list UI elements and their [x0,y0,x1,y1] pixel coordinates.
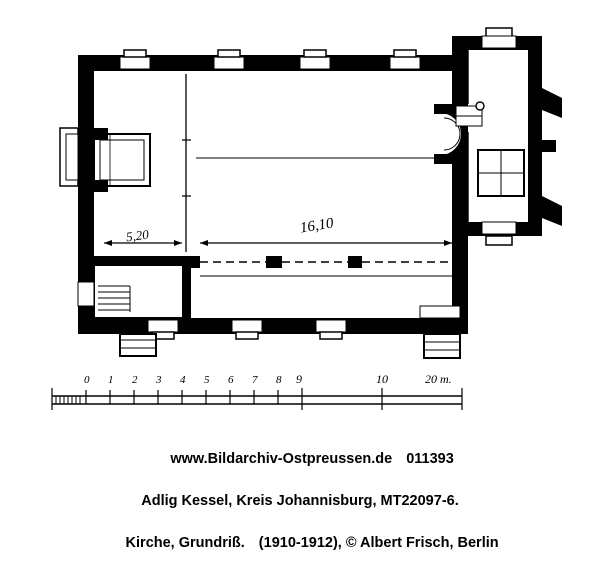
scale-tick-label-8: 8 [276,374,282,386]
scale-tick-label-6: 6 [228,374,234,386]
dimension-label-length: 16,10 [298,215,335,237]
dimension-lines [104,240,452,246]
archive-image-number: 011393 [406,451,454,467]
plan-title-label: Kirche, Grundriß. [125,535,245,551]
east-chancel-wing [434,28,562,262]
scale-tick-label-1: 1 [108,374,114,386]
dimension-label-width: 5,20 [125,226,150,245]
scale-tick-label-0: 0 [84,374,90,386]
scale-tick-label-2: 2 [132,374,138,386]
interior-gallery-lines [182,74,452,276]
plan-credit-label: (1910-1912), © Albert Frisch, Berlin [258,535,499,551]
southwest-stair [78,256,190,356]
scale-tick-label-10: 10 [376,372,388,386]
archive-site-label: www.Bildarchiv-Ostpreussen.de [170,451,393,467]
caption-line-site [0,428,600,491]
west-tower-block [60,128,150,192]
scale-tick-label-5: 5 [204,374,210,386]
scale-unit-label: 20 m. [425,372,452,386]
caption-block [0,428,600,575]
scale-tick-label-4: 4 [180,374,186,386]
caption-line-place: Adlig Kessel, Kreis Johannisburg, MT22097-6. [141,493,459,509]
scale-tick-label-7: 7 [252,374,258,386]
caption-line-title [0,512,600,575]
scale-tick-label-3: 3 [156,374,162,386]
south-wall-windows [148,320,346,339]
scale-bar [52,388,462,410]
scale-tick-label-9: 9 [296,372,302,386]
